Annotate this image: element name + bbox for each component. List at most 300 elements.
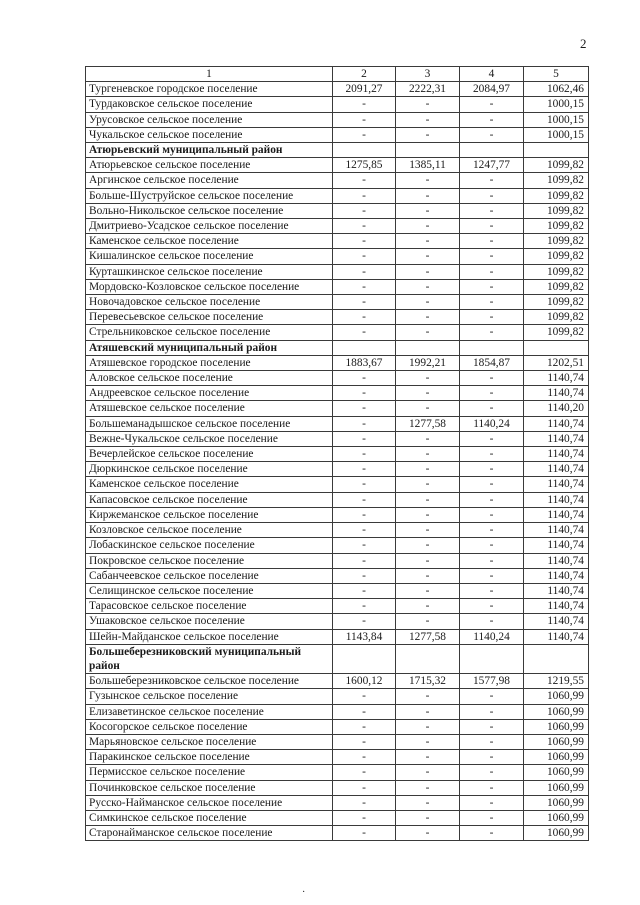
header-col-5: 5 [524,67,589,82]
table-row [86,689,589,704]
value-col-2: - [333,553,396,568]
table-row [86,750,589,765]
table-row [86,599,589,614]
settlement-name: Русско-Найманское сельское поселение [86,795,333,810]
value-col-2: - [333,416,396,431]
value-col-5: 1099,82 [524,249,589,264]
district-heading: Большеберезниковский муниципальный район [86,644,333,673]
empty-cell [524,644,589,673]
settlement-name: Каменское сельское поселение [86,234,333,249]
settlement-name: Вежне-Чукальское сельское поселение [86,431,333,446]
value-col-2: - [333,234,396,249]
value-col-4: 1247,77 [460,158,524,173]
table-row [86,523,589,538]
value-col-4: - [460,538,524,553]
value-col-2: 1883,67 [333,355,396,370]
value-col-5: 1140,74 [524,568,589,583]
value-col-4: 2084,97 [460,82,524,97]
settlement-name: Вольно-Никольское сельское поселение [86,203,333,218]
table-row [86,401,589,416]
value-col-2: - [333,386,396,401]
settlement-name: Атюрьевское сельское поселение [86,158,333,173]
value-col-5: 1099,82 [524,295,589,310]
settlement-name: Чукальское сельское поселение [86,127,333,142]
value-col-2: - [333,371,396,386]
empty-cell [333,340,396,355]
value-col-5: 1060,99 [524,704,589,719]
table-row [86,173,589,188]
value-col-3: - [396,462,460,477]
value-col-2: - [333,188,396,203]
empty-cell [460,644,524,673]
settlement-name: Пермисское сельское поселение [86,765,333,780]
value-col-3: - [396,704,460,719]
value-col-4: - [460,583,524,598]
value-col-4: - [460,310,524,325]
table-row [86,826,589,841]
settlement-name: Дмитриево-Усадское сельское поселение [86,219,333,234]
value-col-3: - [396,614,460,629]
value-col-3: - [396,264,460,279]
value-col-4: - [460,568,524,583]
value-col-5: 1202,51 [524,355,589,370]
value-col-3: - [396,112,460,127]
value-col-2: - [333,249,396,264]
settlement-name: Курташкинское сельское поселение [86,264,333,279]
value-col-5: 1140,74 [524,386,589,401]
table-row [86,203,589,218]
table-row [86,734,589,749]
value-col-4: - [460,734,524,749]
table-row [86,431,589,446]
value-col-4: - [460,112,524,127]
settlement-name: Тарасовское сельское поселение [86,599,333,614]
value-col-3: - [396,173,460,188]
table-row [86,704,589,719]
value-col-4: - [460,765,524,780]
district-heading: Атюрьевский муниципальный район [86,143,333,158]
value-col-5: 1140,20 [524,401,589,416]
value-col-2: - [333,810,396,825]
table-row [86,538,589,553]
value-col-4: - [460,249,524,264]
value-col-3: - [396,97,460,112]
settlement-name: Дюркинское сельское поселение [86,462,333,477]
value-col-3: - [396,371,460,386]
value-col-2: - [333,264,396,279]
value-col-3: - [396,750,460,765]
table-row [86,462,589,477]
settlement-name: Атяшевское сельское поселение [86,401,333,416]
header-col-4: 4 [460,67,524,82]
settlements-table [85,66,589,841]
table-row [86,614,589,629]
value-col-3: - [396,401,460,416]
value-col-4: - [460,750,524,765]
value-col-4: - [460,401,524,416]
value-col-2: - [333,325,396,340]
value-col-4: - [460,264,524,279]
table-row [86,188,589,203]
table-row [86,568,589,583]
settlement-name: Большеберезниковское сельское поселение [86,674,333,689]
value-col-4: - [460,203,524,218]
value-col-5: 1140,74 [524,416,589,431]
value-col-3: - [396,310,460,325]
value-col-5: 1140,74 [524,431,589,446]
footer-mark: · [302,887,306,898]
value-col-3: 1277,58 [396,416,460,431]
value-col-2: - [333,689,396,704]
value-col-4: - [460,719,524,734]
value-col-3: 1992,21 [396,355,460,370]
value-col-3: - [396,295,460,310]
table-row [86,583,589,598]
value-col-3: 2222,31 [396,82,460,97]
value-col-3: - [396,734,460,749]
value-col-4: - [460,371,524,386]
value-col-2: - [333,583,396,598]
table-row [86,371,589,386]
value-col-5: 1062,46 [524,82,589,97]
settlement-name: Кишалинское сельское поселение [86,249,333,264]
district-heading: Атяшевский муниципальный район [86,340,333,355]
settlement-name: Гузынское сельское поселение [86,689,333,704]
settlement-name: Козловское сельское поселение [86,523,333,538]
table-row [86,765,589,780]
value-col-5: 1140,74 [524,599,589,614]
value-col-4: - [460,614,524,629]
value-col-5: 1140,74 [524,477,589,492]
value-col-5: 1099,82 [524,279,589,294]
value-col-2: - [333,599,396,614]
table-row [86,719,589,734]
table-row [86,386,589,401]
table-row [86,82,589,97]
value-col-5: 1000,15 [524,97,589,112]
value-col-3: - [396,810,460,825]
settlement-name: Аргинское сельское поселение [86,173,333,188]
value-col-3: - [396,568,460,583]
value-col-3: - [396,477,460,492]
value-col-4: - [460,295,524,310]
empty-cell [524,143,589,158]
value-col-4: - [460,279,524,294]
header-row [86,67,589,82]
value-col-3: - [396,492,460,507]
settlement-name: Турдаковское сельское поселение [86,97,333,112]
table-row [86,127,589,142]
table-row [86,553,589,568]
settlement-name: Перевесьевское сельское поселение [86,310,333,325]
table-row [86,477,589,492]
value-col-5: 1060,99 [524,689,589,704]
value-col-2: - [333,538,396,553]
value-col-2: 1143,84 [333,629,396,644]
value-col-4: - [460,325,524,340]
settlement-name: Сабанчеевское сельское поселение [86,568,333,583]
value-col-3: - [396,203,460,218]
settlement-name: Стрельниковское сельское поселение [86,325,333,340]
value-col-4: - [460,523,524,538]
value-col-3: - [396,583,460,598]
value-col-4: - [460,826,524,841]
value-col-5: 1099,82 [524,264,589,279]
settlement-name: Вечерлейское сельское поселение [86,447,333,462]
value-col-5: 1140,74 [524,538,589,553]
value-col-3: 1277,58 [396,629,460,644]
value-col-4: - [460,386,524,401]
empty-cell [333,143,396,158]
settlement-name: Елизаветинское сельское поселение [86,704,333,719]
value-col-4: - [460,704,524,719]
table-row [86,158,589,173]
value-col-3: - [396,553,460,568]
value-col-5: 1099,82 [524,188,589,203]
value-col-4: 1577,98 [460,674,524,689]
settlement-name: Андреевское сельское поселение [86,386,333,401]
value-col-2: - [333,765,396,780]
value-col-4: - [460,462,524,477]
table-row [86,795,589,810]
value-col-5: 1060,99 [524,826,589,841]
district-heading-row [86,340,589,355]
value-col-4: - [460,477,524,492]
table-row [86,355,589,370]
value-col-5: 1000,15 [524,127,589,142]
table-body [86,82,589,841]
value-col-3: - [396,127,460,142]
value-col-5: 1060,99 [524,795,589,810]
value-col-4: 1140,24 [460,629,524,644]
value-col-5: 1140,74 [524,553,589,568]
settlement-name: Селищинское сельское поселение [86,583,333,598]
value-col-5: 1140,74 [524,447,589,462]
value-col-3: - [396,507,460,522]
value-col-3: - [396,234,460,249]
settlement-name: Починковское сельское поселение [86,780,333,795]
value-col-4: - [460,507,524,522]
table-row [86,507,589,522]
value-col-2: - [333,173,396,188]
table-row [86,264,589,279]
value-col-3: - [396,795,460,810]
district-heading-row [86,644,589,673]
settlement-name: Косогорское сельское поселение [86,719,333,734]
empty-cell [396,143,460,158]
settlement-name: Киржеманское сельское поселение [86,507,333,522]
table-row [86,810,589,825]
value-col-2: - [333,279,396,294]
value-col-2: - [333,507,396,522]
value-col-3: - [396,719,460,734]
table-header [86,67,589,82]
settlement-name: Аловское сельское поселение [86,371,333,386]
value-col-3: - [396,325,460,340]
value-col-2: - [333,492,396,507]
value-col-2: - [333,112,396,127]
value-col-3: - [396,538,460,553]
header-col-2: 2 [333,67,396,82]
settlement-name: Шейн-Майданское сельское поселение [86,629,333,644]
value-col-4: - [460,127,524,142]
value-col-2: - [333,734,396,749]
settlement-name: Покровское сельское поселение [86,553,333,568]
value-col-4: - [460,447,524,462]
value-col-5: 1099,82 [524,310,589,325]
settlement-name: Лобаскинское сельское поселение [86,538,333,553]
value-col-3: - [396,386,460,401]
empty-cell [396,340,460,355]
value-col-2: - [333,127,396,142]
table-row [86,492,589,507]
settlement-name: Каменское сельское поселение [86,477,333,492]
settlement-name: Ушаковское сельское поселение [86,614,333,629]
table-row [86,97,589,112]
value-col-4: - [460,431,524,446]
value-col-4: - [460,234,524,249]
value-col-3: - [396,188,460,203]
value-col-4: - [460,553,524,568]
settlement-name: Старонайманское сельское поселение [86,826,333,841]
value-col-5: 1140,74 [524,507,589,522]
settlement-name: Новочадовское сельское поселение [86,295,333,310]
table-row [86,447,589,462]
empty-cell [396,644,460,673]
value-col-3: 1715,32 [396,674,460,689]
header-col-3: 3 [396,67,460,82]
settlement-name: Атяшевское городское поселение [86,355,333,370]
empty-cell [460,143,524,158]
value-col-2: - [333,523,396,538]
table-row [86,325,589,340]
value-col-3: - [396,447,460,462]
value-col-2: 1275,85 [333,158,396,173]
value-col-2: - [333,462,396,477]
value-col-5: 1099,82 [524,219,589,234]
table-row [86,279,589,294]
value-col-2: - [333,310,396,325]
value-col-5: 1140,74 [524,492,589,507]
value-col-4: - [460,795,524,810]
value-col-2: - [333,780,396,795]
value-col-2: - [333,568,396,583]
empty-cell [333,644,396,673]
empty-cell [524,340,589,355]
empty-cell [460,340,524,355]
table-row [86,219,589,234]
value-col-2: 1600,12 [333,674,396,689]
value-col-2: - [333,477,396,492]
page-number: 2 [580,36,587,51]
settlement-name: Симкинское сельское поселение [86,810,333,825]
value-col-4: - [460,492,524,507]
value-col-2: - [333,447,396,462]
header-col-1: 1 [86,67,333,82]
value-col-3: 1385,11 [396,158,460,173]
value-col-2: - [333,614,396,629]
value-col-4: - [460,780,524,795]
settlement-name: Капасовское сельское поселение [86,492,333,507]
settlement-name: Тургеневское городское поселение [86,82,333,97]
value-col-2: - [333,219,396,234]
value-col-3: - [396,219,460,234]
value-col-3: - [396,826,460,841]
settlement-name: Паракинское сельское поселение [86,750,333,765]
value-col-4: - [460,219,524,234]
value-col-3: - [396,780,460,795]
value-col-2: - [333,826,396,841]
district-heading-row [86,143,589,158]
settlement-name: Больше-Шуструйское сельское поселение [86,188,333,203]
value-col-4: - [460,173,524,188]
settlements-table-container [85,66,588,841]
value-col-5: 1140,74 [524,523,589,538]
value-col-3: - [396,599,460,614]
value-col-5: 1060,99 [524,810,589,825]
value-col-2: - [333,704,396,719]
table-row [86,295,589,310]
value-col-4: - [460,97,524,112]
value-col-2: - [333,295,396,310]
value-col-5: 1060,99 [524,750,589,765]
value-col-5: 1000,15 [524,112,589,127]
value-col-5: 1099,82 [524,203,589,218]
settlement-name: Урусовское сельское поселение [86,112,333,127]
value-col-5: 1140,74 [524,614,589,629]
value-col-5: 1060,99 [524,765,589,780]
value-col-5: 1099,82 [524,325,589,340]
table-row [86,249,589,264]
value-col-3: - [396,431,460,446]
value-col-2: - [333,97,396,112]
value-col-3: - [396,279,460,294]
value-col-3: - [396,689,460,704]
value-col-4: - [460,810,524,825]
value-col-3: - [396,765,460,780]
value-col-4: - [460,599,524,614]
value-col-5: 1060,99 [524,719,589,734]
value-col-4: - [460,188,524,203]
table-row [86,629,589,644]
value-col-5: 1060,99 [524,780,589,795]
value-col-5: 1140,74 [524,629,589,644]
value-col-5: 1140,74 [524,462,589,477]
value-col-3: - [396,523,460,538]
value-col-2: - [333,203,396,218]
value-col-5: 1099,82 [524,158,589,173]
value-col-2: - [333,750,396,765]
value-col-3: - [396,249,460,264]
table-row [86,310,589,325]
table-row [86,674,589,689]
value-col-5: 1140,74 [524,371,589,386]
table-row [86,780,589,795]
settlement-name: Мордовско-Козловское сельское поселение [86,279,333,294]
value-col-2: - [333,401,396,416]
value-col-5: 1219,55 [524,674,589,689]
value-col-4: - [460,689,524,704]
value-col-4: 1854,87 [460,355,524,370]
table-row [86,234,589,249]
table-row [86,112,589,127]
value-col-2: - [333,431,396,446]
value-col-5: 1060,99 [524,734,589,749]
value-col-2: - [333,719,396,734]
value-col-2: 2091,27 [333,82,396,97]
value-col-2: - [333,795,396,810]
table-row [86,416,589,431]
